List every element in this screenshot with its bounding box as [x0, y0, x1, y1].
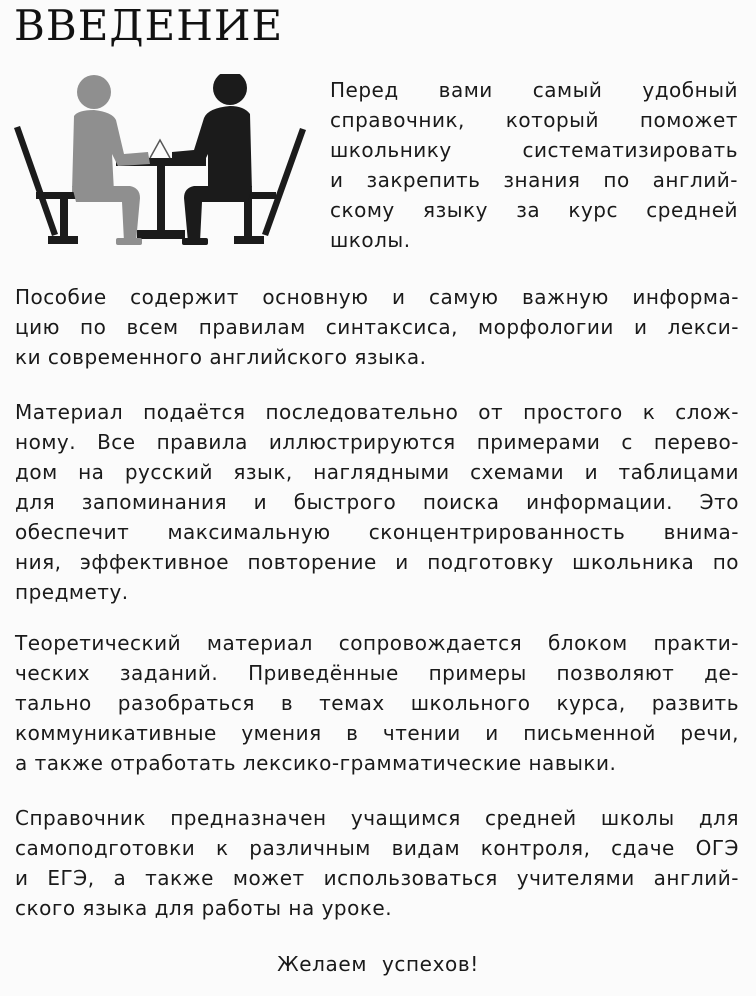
- text-line: ского языка для работы на уроке.: [15, 896, 393, 920]
- paragraph-material: [15, 397, 739, 607]
- text-line: ному. Все правила иллюстрируются примерами с перево-: [15, 430, 739, 454]
- text-line: предмету.: [15, 580, 129, 604]
- text-line: ния, эффективное повторение и подготовку школьника по: [15, 550, 739, 574]
- text-line: скому языку за курс средней: [330, 198, 738, 222]
- right-person: [172, 74, 252, 245]
- text-line: ки современного английского языка.: [15, 345, 427, 369]
- text-line: Перед вами самый удобный: [330, 78, 738, 102]
- text-line: справочник, который поможет: [330, 108, 738, 132]
- two-people-at-table-illustration: [12, 74, 308, 254]
- left-person: [72, 75, 150, 245]
- text-line: Теоретический материал сопровождается блоком практи-: [15, 631, 739, 655]
- text-line: Материал подаётся последовательно от простого к слож-: [15, 400, 739, 424]
- text-line: а также отработать лексико-грамматические навыки.: [15, 751, 617, 775]
- page-title: ВВЕДЕНИЕ: [14, 1, 284, 50]
- paragraph-theory: [15, 628, 739, 778]
- intro-text: [330, 75, 738, 255]
- paragraph-content: [15, 282, 739, 372]
- text-line: цию по всем правилам синтаксиса, морфологии и лекси-: [15, 315, 739, 339]
- closing-wish: Желаем успехов!: [277, 952, 479, 976]
- text-line: коммуникативные умения в чтении и письменной речи,: [15, 721, 739, 745]
- text-line: Справочник предназначен учащимся средней школы для: [15, 806, 739, 830]
- text-line: школы.: [330, 228, 411, 252]
- text-line: и ЕГЭ, а также может использоваться учителями англий-: [15, 866, 739, 890]
- text-line: и закрепить знания по англий-: [330, 168, 738, 192]
- text-line: школьнику систематизировать: [330, 138, 738, 162]
- text-line: для запоминания и быстрого поиска информации. Это: [15, 490, 739, 514]
- text-line: ческих заданий. Приведённые примеры позволяют де-: [15, 661, 739, 685]
- text-line: обеспечит максимальную сконцентрированность внима-: [15, 520, 739, 544]
- paragraph-audience: [15, 803, 739, 923]
- table-object-icon: [150, 140, 170, 158]
- text-line: тально разобраться в темах школьного курса, развить: [15, 691, 739, 715]
- text-line: самоподготовки к различным видам контроля, сдаче ОГЭ: [15, 836, 739, 860]
- text-line: дом на русский язык, наглядными схемами и таблицами: [15, 460, 739, 484]
- text-line: Пособие содержит основную и самую важную информа-: [15, 285, 739, 309]
